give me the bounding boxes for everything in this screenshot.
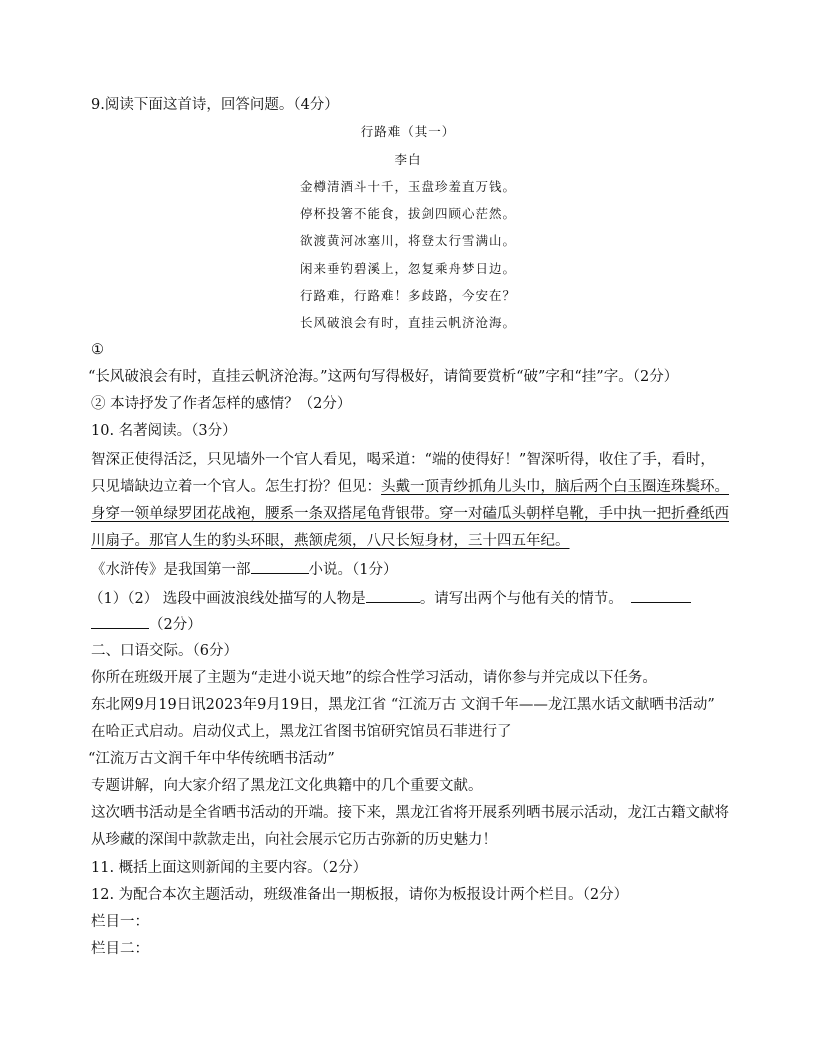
column-one-label: 栏目一： (91, 914, 149, 930)
q9-sub1-marker: ① (91, 342, 104, 358)
q9-sub2-text: ② 本诗抒发了作者怎样的感情？（2分） (91, 396, 352, 412)
q9-sub1-text: “长风破浪会有时，直挂云帆济沧海。”这两句写得极好，请简要赏析“破”字和“挂”字。（2分） (88, 369, 679, 385)
news-line-4: 专题讲解，向大家介绍了黑龙江文化典籍中的几个重要文献。 (91, 778, 483, 794)
q10-question-b (89, 588, 716, 609)
q10-question-a-post: 小说。（1分） (308, 562, 398, 578)
q10-passage-line-2 (91, 477, 729, 497)
q9-heading: 9.阅读下面这首诗，回答问题。（4分） (91, 97, 339, 113)
q12-text: 12. 为配合本次主题活动，班级准备出一期板报，请你为板报设计两个栏目。（2分） (91, 887, 629, 903)
q10-question-b-mid: 。请写出两个与他有关的情节。 (419, 591, 623, 607)
q10-passage-line-1: 智深正使得活泛，只见墙外一个官人看见，喝采道：“端的使得好！”智深听得，收住了手，看时， (91, 452, 715, 468)
poem-line-4: 闲来垂钓碧溪上，忽复乘舟梦日边。 (299, 261, 516, 276)
section2-intro: 你所在班级开展了主题为“走进小说天地”的综合性学习活动，请你参与并完成以下任务。 (91, 670, 657, 686)
q10-question-b-end: （2分） (149, 617, 202, 633)
poem-line-6: 长风破浪会有时，直挂云帆济沧海。 (299, 315, 516, 330)
news-line-2: 在哈正式启动。启动仪式上，黑龙江省图书馆研究馆员石菲进行了 (91, 724, 512, 740)
answer-blank-character[interactable] (366, 588, 420, 603)
news-line-6: 从珍藏的深闺中款款走出，向社会展示它历古弥新的历史魅力！ (91, 832, 497, 848)
answer-blank-plot-2[interactable] (91, 614, 149, 629)
section2-heading: 二、口语交际。（6分） (91, 643, 238, 659)
answer-blank-genre[interactable] (251, 559, 309, 574)
news-line-1: 东北网9月19日讯2023年9月19日，黑龙江省 “江流万古 文润千年——龙江黑水话文献晒书活动” (91, 697, 715, 713)
q10-question-b-cont (91, 614, 716, 635)
q10-passage-line-4-underlined: 川扇子。那官人生的豹头环眼，燕颔虎须，八尺长短身材，三十四五年纪。 (91, 533, 570, 549)
q10-passage-line-3: 身穿一领单绿罗团花战袍，腰系一条双搭尾龟背银带。穿一对磕瓜头朝样皂靴，手中执一把折叠纸西 (91, 506, 729, 522)
q10-question-a (91, 559, 716, 580)
poem-author: 李白 (394, 152, 422, 167)
answer-blank-plot-1[interactable] (631, 588, 691, 603)
news-line-3: “江流万古文润千年中华传统晒书活动” (88, 751, 335, 767)
q10-heading: 10. 名著阅读。（3分） (91, 423, 237, 439)
q10-question-a-pre: 《水浒传》是我国第一部 (91, 562, 251, 578)
q10-passage-line-2-plain: 只见墙缺边立着一个官人。怎生打扮？但见： (91, 479, 381, 495)
poem-line-3: 欲渡黄河冰塞川，将登太行雪满山。 (299, 233, 516, 248)
news-line-5: 这次晒书活动是全省晒书活动的开端。接下来，黑龙江省将开展系列晒书展示活动，龙江古籍文献将 (91, 805, 729, 821)
poem-title: 行路难（其一） (360, 124, 456, 139)
q10-passage-line-4 (91, 531, 716, 551)
poem-line-2: 停杯投箸不能食，拔剑四顾心茫然。 (299, 206, 516, 221)
poem-line-1: 金樽清酒斗十千，玉盘珍羞直万钱。 (299, 179, 516, 194)
q11-text: 11. 概括上面这则新闻的主要内容。（2分） (91, 860, 368, 876)
column-two-label: 栏目二： (91, 941, 149, 957)
q10-question-b-pre: （1）（2） 选段中画波浪线处描写的人物是 (89, 591, 366, 607)
poem-line-5: 行路难，行路难！多歧路，今安在？ (299, 288, 516, 303)
wavy-underlined-text: 头戴一顶青纱抓角儿头巾，脑后两个白玉圈连珠鬓环。 (381, 479, 729, 495)
